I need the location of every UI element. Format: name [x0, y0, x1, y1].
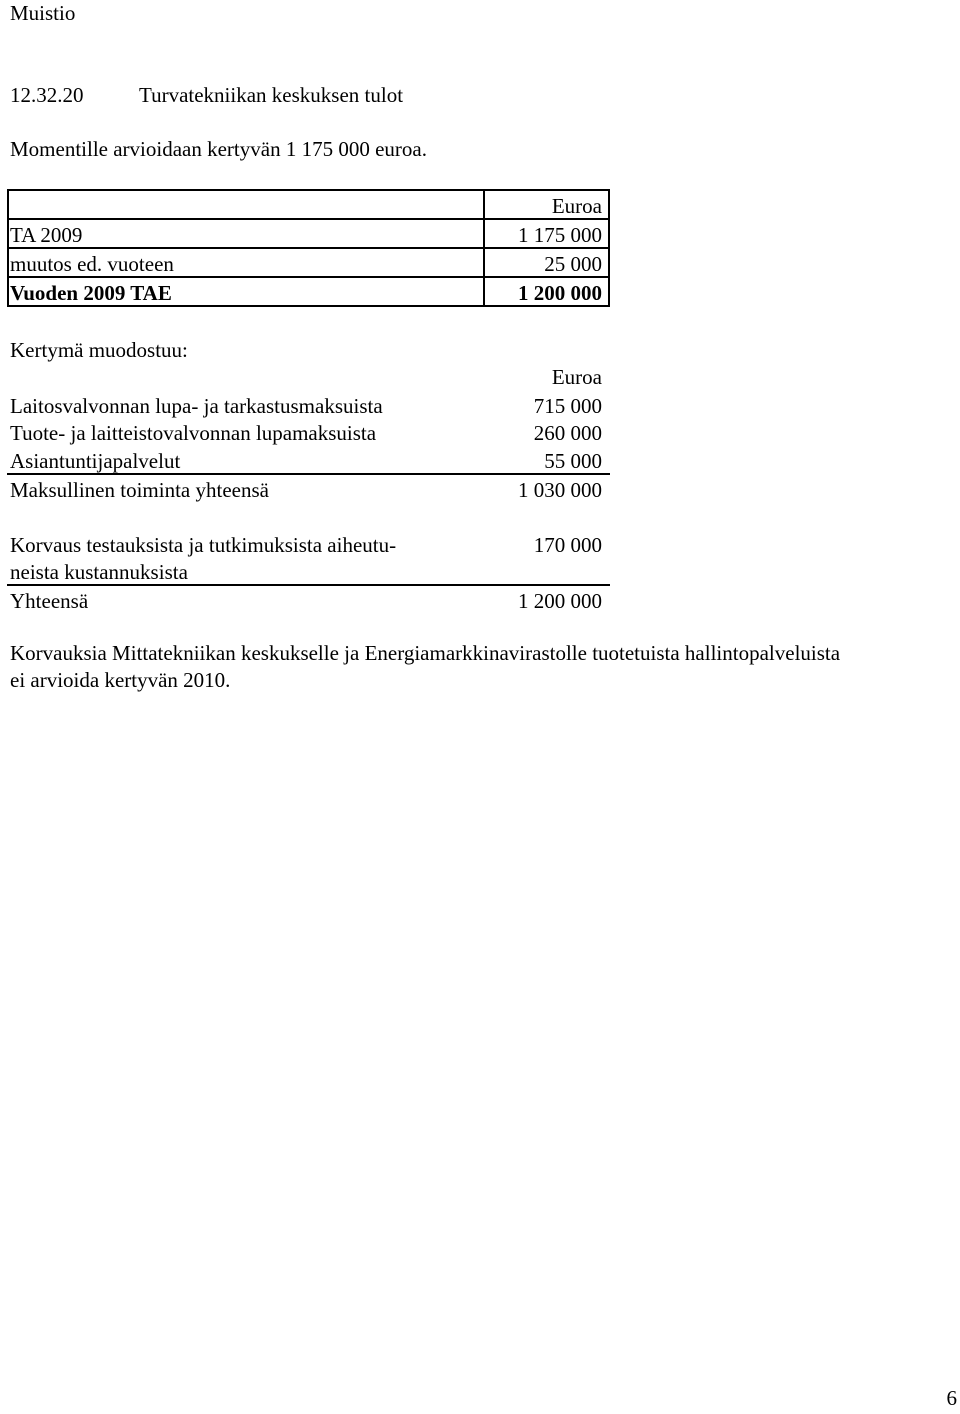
- table2-total-label: Yhteensä: [10, 589, 89, 613]
- table2-row-label-line2: neista kustannuksista: [10, 560, 188, 584]
- revenue-breakdown-heading: Kertymä muodostuu:: [10, 338, 188, 362]
- table1-total-label: Vuoden 2009 TAE: [10, 281, 172, 305]
- table1-total-value: 1 200 000: [518, 281, 602, 305]
- table2-row-value: 55 000: [544, 449, 602, 473]
- section-title: Turvatekniikan keskuksen tulot: [139, 83, 404, 107]
- table2-subtotal-value: 1 030 000: [518, 478, 602, 502]
- table1-row-label: TA 2009: [10, 223, 83, 247]
- table-border-bottom: [7, 305, 610, 307]
- table1-unit-header: Euroa: [551, 194, 602, 218]
- table2-row-value: 170 000: [533, 533, 602, 557]
- table-border-top: [7, 189, 610, 191]
- table2-row-label: Asiantuntijapalvelut: [10, 449, 181, 473]
- intro-text: Momentille arvioidaan kertyvän 1 175 000 euroa.: [10, 137, 427, 161]
- table2-unit-header: Euroa: [551, 365, 602, 389]
- table2-row-value: 715 000: [533, 394, 602, 418]
- table1-row-value: 1 175 000: [518, 223, 602, 247]
- closing-text-line1: Korvauksia Mittatekniikan keskukselle ja Energiamarkkinavirastolle tuotetuista hallintopalveluista: [10, 641, 841, 665]
- table-row-divider: [7, 276, 610, 278]
- section-number: 12.32.20: [10, 83, 84, 107]
- subtotal-rule: [7, 473, 610, 475]
- table1-row-label: muutos ed. vuoteen: [10, 252, 174, 276]
- document-header-title: Muistio: [10, 1, 76, 25]
- page-number: 6: [946, 1386, 957, 1410]
- table2-row-value: 260 000: [533, 421, 602, 445]
- table2-total-value: 1 200 000: [518, 589, 602, 613]
- total-rule: [7, 584, 610, 586]
- table-row-divider: [7, 247, 610, 249]
- table1-row-value: 25 000: [544, 252, 602, 276]
- table2-row-label-line1: Korvaus testauksista ja tutkimuksista aiheutu-: [10, 533, 397, 557]
- table2-row-label: Laitosvalvonnan lupa- ja tarkastusmaksuista: [10, 394, 383, 418]
- table2-row-label: Tuote- ja laitteistovalvonnan lupamaksuista: [10, 421, 377, 445]
- closing-text-line2: ei arvioida kertyvän 2010.: [10, 668, 231, 692]
- table-row-divider: [7, 218, 610, 220]
- table2-subtotal-label: Maksullinen toiminta yhteensä: [10, 478, 269, 502]
